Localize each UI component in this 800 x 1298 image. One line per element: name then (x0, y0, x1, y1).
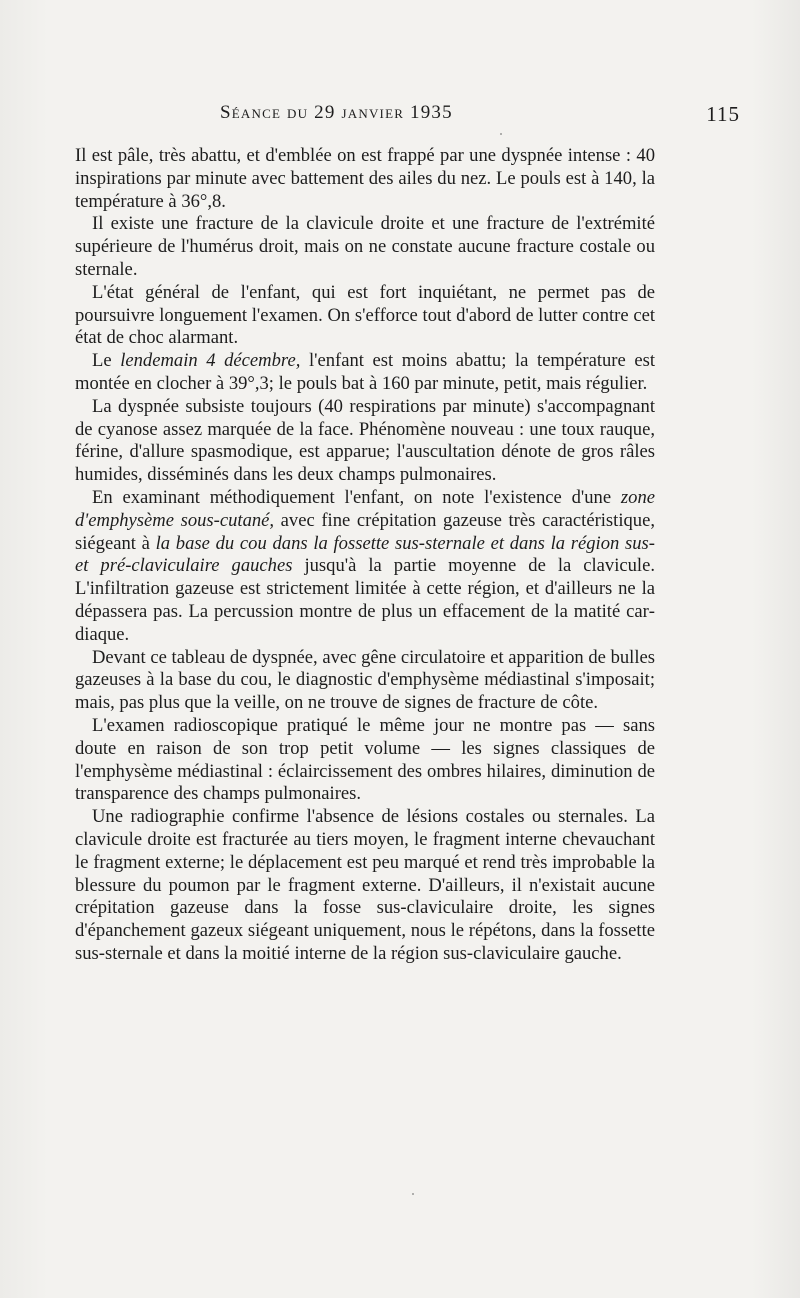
text-run: L'examen radioscopique pratiqué le même jour ne montre pas — sans doute en raison de son trop petit volume — les signes classiques de l'emphysème médiastinal : éclaircissement des ombres hilaires, diminution de transparence des champs pulmonaires. (75, 714, 655, 805)
italic-text: lendemain 4 décembre, (120, 350, 301, 372)
text-run: jusqu'à la partie moyenne de la clavicule. L'infiltration gazeuse est strictement limitée à cette région, et d'ailleurs ne la dépassera pas. La percussion montre de plus un effacement de la matité cardiaque. (75, 555, 655, 645)
scan-speck (412, 1193, 414, 1195)
paragraph (75, 715, 655, 806)
text-run: Il existe une fracture de la clavicule droite et une fracture de l'extrémité supérieure de l'humérus droit, mais on ne constate aucune fracture costale ou sternale. (75, 213, 655, 280)
paragraph (75, 487, 655, 647)
paragraph (75, 282, 655, 350)
running-title: Séance du 29 janvier 1935 (220, 102, 453, 123)
text-run: Devant ce tableau de dyspnée, avec gêne circulatoire et apparition de bulles gazeuses à la base du cou, le diagnostic d'emphysème médiastinal s'imposait; mais, pas plus que la veille, on ne trouve de signes de fracture de côte. (75, 646, 655, 714)
paragraph (75, 213, 655, 281)
text-run: Le (92, 350, 121, 372)
text-run: L'état général de l'enfant, qui est fort inquiétant, ne permet pas de poursuivre longuement l'examen. On s'efforce tout d'abord de lutter contre cet état de choc alarmant. (75, 281, 655, 349)
text-run: La dyspnée subsiste toujours (40 respirations par minute) s'accompagnant de cyanose assez marquée de la face. Phénomène nouveau : une toux rauque, férine, d'allure spasmodique, est apparue; l'auscultation dénote de gros râles humides, disséminés dans les deux champs pulmonaires. (75, 395, 655, 486)
scan-speck (500, 133, 502, 135)
paragraph (75, 350, 655, 396)
text-run: Il est pâle, très abattu, et d'emblée on est frappé par une dyspnée intense : 40 inspirations par minute avec battement des ailes du nez. Le pouls est à 140, la température à 36°,8. (75, 145, 655, 212)
text-run: Une radiographie confirme l'absence de lésions costales ou sternales. La clavicule droite est fracturée au tiers moyen, le fragment interne chevauchant le fragment externe; le déplacement est peu marqué et rend très improbable la blessure du poumon par le fragment externe. D'ailleurs, il n'existait aucune crépitation gazeuse dans la fosse sus-claviculaire droite, les signes d'épanchement gazeux siégeant uniquement, nous le répétons, dans la fossette sus-sternale et dans la moitié interne de la région sus-claviculaire gauche. (75, 806, 655, 964)
text-run: l'enfant est moins abattu; la température est montée en clocher à 39°,3; le pouls bat à 160 par minute, petit, mais régulier. (75, 350, 655, 394)
page-number: 115 (706, 102, 740, 126)
paragraph (75, 806, 655, 966)
paragraph (75, 145, 655, 213)
page-header (60, 102, 740, 132)
text-run: En examinant méthodiquement l'enfant, on note l'existence d'une (92, 486, 621, 508)
italic-text: zone d'emphysème sous-cutané, (75, 486, 655, 531)
italic-text: la base du cou dans la fossette sus-sternale et dans la région sus- et pré-claviculaire gauches (75, 532, 655, 577)
text-run: avec fine crépitation gazeuse très caractéristique, siégeant à (75, 509, 655, 554)
paragraph (75, 396, 655, 487)
body-text (75, 145, 655, 966)
paragraph (75, 647, 655, 715)
